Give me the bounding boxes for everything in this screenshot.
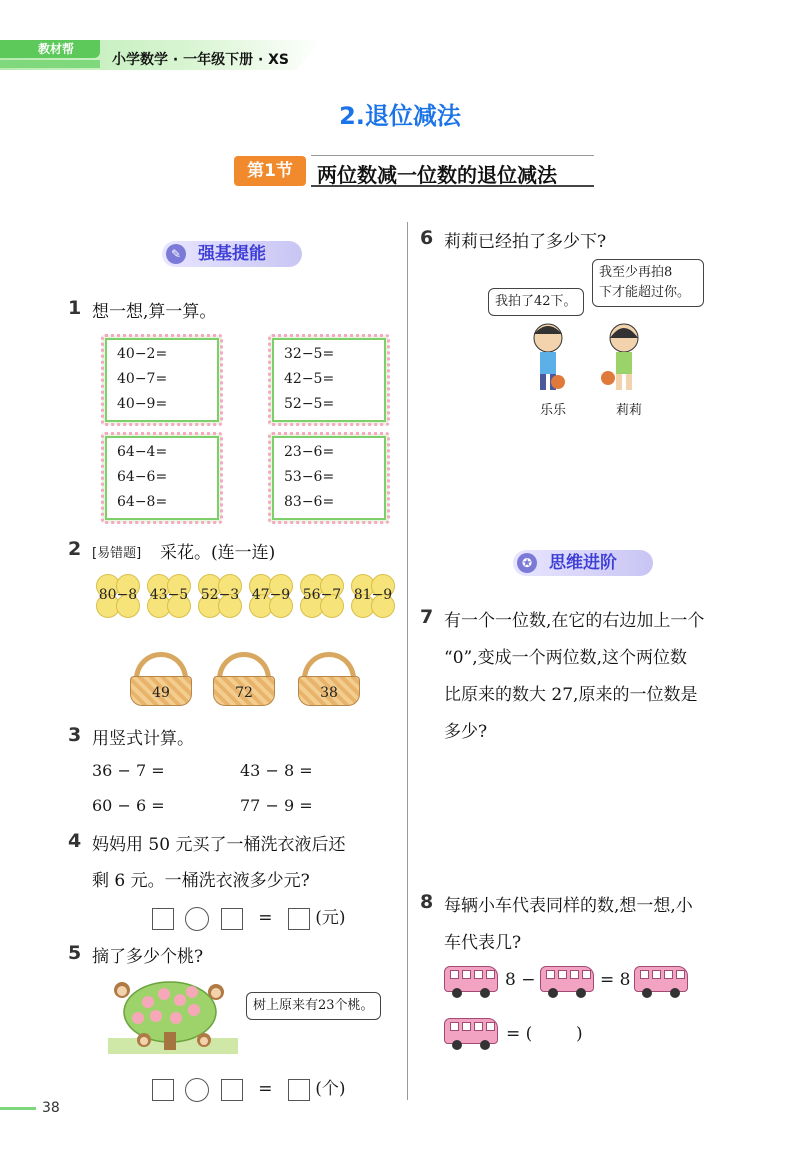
section-badge: 第1节 xyxy=(234,156,306,186)
q8-eq1-part-a: 8 − xyxy=(505,970,536,990)
q1-expr: 32−5= xyxy=(284,346,335,362)
q3-item: 77 − 9 = xyxy=(240,796,313,815)
q5-text: 摘了多少个桃? xyxy=(92,947,204,967)
book-title: 小学数学 · 一年级下册 · XS xyxy=(112,52,290,68)
basket-label: 49 xyxy=(152,685,170,701)
q6-name-left: 乐乐 xyxy=(540,403,567,418)
answer-box[interactable] xyxy=(221,1079,243,1101)
q3-item: 60 − 6 = xyxy=(92,796,165,815)
basket-label: 72 xyxy=(235,685,253,701)
q4-equation xyxy=(152,903,346,931)
q1-box-3 xyxy=(105,436,219,520)
q6-bubble-right-line2: 下才能超过你。 xyxy=(599,285,691,300)
unit-label: (元) xyxy=(315,908,346,928)
q1-expr: 53−6= xyxy=(284,469,335,485)
basket[interactable] xyxy=(298,652,360,708)
flower-row xyxy=(96,574,396,618)
q2-tag: [易错题] xyxy=(92,546,142,561)
q1-expr: 83−6= xyxy=(284,494,335,510)
bus-icon xyxy=(634,964,688,998)
operator-circle[interactable] xyxy=(185,907,209,931)
q1-text: 想一想,算一算。 xyxy=(92,302,217,322)
q8-eq2: = ( xyxy=(506,1024,533,1044)
q1-expr: 64−6= xyxy=(117,469,168,485)
equals-sign: = xyxy=(258,1079,273,1099)
flower[interactable] xyxy=(198,574,242,618)
pill-basic-label: 强基提能 xyxy=(198,244,266,264)
q5-speech-bubble: 树上原来有23个桃。 xyxy=(246,992,381,1020)
q8-eq1-part-b: = 8 xyxy=(600,970,631,990)
flower-label: 43−5 xyxy=(149,587,189,603)
flower-label: 47−9 xyxy=(251,587,291,603)
flower[interactable] xyxy=(249,574,293,618)
q1-expr: 40−2= xyxy=(117,346,168,362)
q3-item: 43 − 8 = xyxy=(240,761,313,780)
q1-number: 1 xyxy=(68,297,82,319)
q3-text: 用竖式计算。 xyxy=(92,729,194,749)
q7-line4: 多少? xyxy=(444,722,488,742)
answer-box[interactable] xyxy=(152,1079,174,1101)
q6-bubble-right xyxy=(592,259,704,307)
q6-name-right: 莉莉 xyxy=(616,403,643,418)
page-title: 2.退位减法 xyxy=(339,102,461,130)
pill-advanced-label: 思维进阶 xyxy=(549,553,617,573)
q1-expr: 23−6= xyxy=(284,444,335,460)
q4-line2: 剩 6 元。一桶洗衣液多少元? xyxy=(92,871,310,891)
column-divider xyxy=(407,222,408,1100)
bus-icon xyxy=(540,964,594,998)
q2-number: 2 xyxy=(68,538,82,560)
pill-advanced xyxy=(513,550,653,576)
q1-box-2 xyxy=(272,338,386,422)
unit-label: (个) xyxy=(315,1079,346,1099)
q8-eq2-close: ) xyxy=(576,1024,583,1044)
q1-expr: 64−4= xyxy=(117,444,168,460)
answer-box[interactable] xyxy=(152,908,174,930)
flower[interactable] xyxy=(300,574,344,618)
q8-number: 8 xyxy=(420,891,434,913)
answer-box[interactable] xyxy=(288,1079,310,1101)
q3-item: 36 − 7 = xyxy=(92,761,165,780)
medal-icon: ✪ xyxy=(517,553,537,573)
pencil-icon: ✎ xyxy=(166,244,186,264)
page-number-accent xyxy=(0,1107,36,1110)
peach-tree-illustration xyxy=(108,976,238,1054)
header-accent-line xyxy=(0,60,100,68)
q5-number: 5 xyxy=(68,942,82,964)
flower[interactable] xyxy=(351,574,395,618)
q1-box-1 xyxy=(105,338,219,422)
q1-expr: 40−9= xyxy=(117,396,168,412)
q6-number: 6 xyxy=(420,227,434,249)
header-tag: 教材帮 xyxy=(0,40,100,58)
flower[interactable] xyxy=(147,574,191,618)
q5-equation xyxy=(152,1074,346,1102)
q7-line3: 比原来的数大 27,原来的一位数是 xyxy=(444,685,698,705)
flower-label: 80−8 xyxy=(98,587,138,603)
q8-line1: 每辆小车代表同样的数,想一想,小 xyxy=(444,896,693,916)
bus-icon xyxy=(444,964,498,998)
q4-number: 4 xyxy=(68,830,82,852)
q7-number: 7 xyxy=(420,606,434,628)
page-number: 38 xyxy=(42,1100,60,1116)
basket-label: 38 xyxy=(320,685,338,701)
q3-number: 3 xyxy=(68,724,82,746)
q7-line1: 有一个一位数,在它的右边加上一个 xyxy=(444,611,705,631)
section-title: 两位数减一位数的退位减法 xyxy=(317,163,557,187)
pill-basic xyxy=(162,241,302,267)
q1-expr: 52−5= xyxy=(284,396,335,412)
q8-line2: 车代表几? xyxy=(444,933,522,953)
q6-text: 莉莉已经拍了多少下? xyxy=(444,232,607,252)
q7-line2: “0”,变成一个两位数,这个两位数 xyxy=(444,648,688,668)
equals-sign: = xyxy=(258,908,273,928)
q6-bubble-left: 我拍了42下。 xyxy=(488,288,584,316)
q1-box-4 xyxy=(272,436,386,520)
q4-line1: 妈妈用 50 元买了一桶洗衣液后还 xyxy=(92,835,346,855)
q1-expr: 64−8= xyxy=(117,494,168,510)
flower[interactable] xyxy=(96,574,140,618)
q2-text: 采花。(连一连) xyxy=(160,543,276,563)
q1-expr: 42−5= xyxy=(284,371,335,387)
flower-label: 52−3 xyxy=(200,587,240,603)
basket[interactable] xyxy=(213,652,275,708)
flower-label: 56−7 xyxy=(302,587,342,603)
bus-icon xyxy=(444,1016,498,1050)
q1-expr: 40−7= xyxy=(117,371,168,387)
children-illustration xyxy=(520,318,670,396)
q6-bubble-right-line1: 我至少再拍8 xyxy=(599,265,673,280)
operator-circle[interactable] xyxy=(185,1078,209,1102)
flower-label: 81−9 xyxy=(353,587,393,603)
answer-box[interactable] xyxy=(288,908,310,930)
answer-box[interactable] xyxy=(221,908,243,930)
basket[interactable] xyxy=(130,652,192,708)
